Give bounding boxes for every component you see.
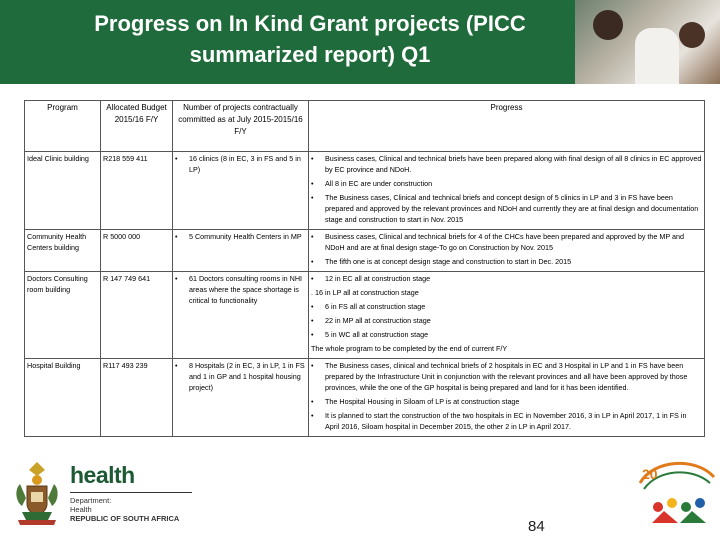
- bullet-icon: •: [311, 397, 314, 406]
- header-progress: Progress: [309, 101, 705, 152]
- budget-cell: R 147 749 641: [101, 272, 173, 359]
- dept-line-1: Department:: [70, 496, 112, 505]
- progress-item: [311, 287, 702, 298]
- bullet-icon: •: [311, 232, 314, 241]
- header-photo: [575, 0, 720, 84]
- projects-text: 5 Community Health Centers in MP: [189, 232, 302, 241]
- bullet-icon: •: [311, 361, 314, 370]
- progress-item: [311, 273, 702, 284]
- budget-cell: R218 559 411: [101, 152, 173, 230]
- photo-figure: [593, 10, 623, 40]
- progress-text: 22 in MP all at construction stage: [325, 316, 431, 325]
- progress-text: All 8 in EC are under construction: [325, 179, 433, 188]
- progress-text: The Business cases, Clinical and technical briefs and concept design of 5 clinics in LP and 3 in FS have been prepared and approved by the relevant provinces and NDoH and currently they are at final design and documentation stage and construction to start in Nov. 2015: [325, 193, 699, 224]
- photo-figure: [635, 28, 679, 84]
- program-cell: Hospital Building: [25, 359, 101, 437]
- health-logo: [8, 458, 194, 528]
- progress-text: It is planned to start the construction of the two hospitals in EC in November 2016, 3 in LP in April 2017, 1 in FS in April 2016, Siloam hospital in December 2015, the other 2 in LP in April 2017.: [325, 411, 687, 431]
- coat-of-arms-icon: [8, 458, 66, 528]
- header-projects: Number of projects contractually committed as at July 2015-2015/16 F/Y: [173, 101, 309, 152]
- bullet-icon: •: [311, 154, 314, 163]
- projects-cell: [173, 152, 309, 230]
- table-row: [25, 272, 705, 359]
- progress-cell: [309, 152, 705, 230]
- header-budget: Allocated Budget 2015/16 F/Y: [101, 101, 173, 152]
- progress-item: [311, 153, 702, 175]
- progress-item: [311, 231, 702, 253]
- bullet-icon: •: [175, 232, 178, 241]
- progress-item: [311, 192, 702, 225]
- projects-text: 16 clinics (8 in EC, 3 in FS and 5 in LP): [189, 154, 301, 174]
- bullet-icon: •: [311, 193, 314, 202]
- projects-text: 8 Hospitals (2 in EC, 3 in LP, 1 in FS and 1 in GP and 1 hospital housing project): [189, 361, 305, 392]
- bullet-icon: •: [311, 330, 314, 339]
- progress-item: [311, 396, 702, 407]
- svg-text:20: 20: [642, 466, 658, 482]
- progress-item: [311, 343, 702, 354]
- bullet-icon: •: [175, 274, 178, 283]
- progress-item: [311, 178, 702, 189]
- title-bar: [0, 0, 720, 84]
- title-line-2: summarized report) Q1: [189, 42, 431, 67]
- bullet-icon: •: [175, 361, 178, 370]
- progress-item: [311, 315, 702, 326]
- projects-cell: [173, 359, 309, 437]
- progress-text: The Hospital Housing in Siloam of LP is at construction stage: [325, 397, 520, 406]
- progress-cell: [309, 230, 705, 272]
- photo-figure: [679, 22, 705, 48]
- projects-cell: [173, 230, 309, 272]
- progress-text: Business cases, Clinical and technical briefs have been prepared along with final design of all 8 clinics in EC approved by EC province and NDoH.: [325, 154, 702, 174]
- header-program: Program: [25, 101, 101, 152]
- page-number: 84: [528, 518, 545, 535]
- table-row: [25, 230, 705, 272]
- table-row: [25, 359, 705, 437]
- title-line-1: Progress on In Kind Grant projects (PICC: [94, 11, 526, 36]
- projects-text: 61 Doctors consulting rooms in NHI areas where the space shortage is critical to functionality: [189, 274, 303, 305]
- progress-cell: [309, 359, 705, 437]
- progress-item: [311, 256, 702, 267]
- budget-cell: R 5000 000: [101, 230, 173, 272]
- table-body: [25, 152, 705, 437]
- program-cell: Ideal Clinic building: [25, 152, 101, 230]
- progress-text: 12 in EC all at construction stage: [325, 274, 431, 283]
- progress-text: Business cases, Clinical and technical briefs for 4 of the CHCs have been prepared and approved by the MP and NDoH and are at final design stage-To go on Construction by Nov. 2015: [325, 232, 685, 252]
- progress-table: [24, 100, 705, 437]
- progress-item: [311, 360, 702, 393]
- progress-text: 5 in WC all at construction stage: [325, 330, 429, 339]
- progress-item: [311, 410, 702, 432]
- progress-cell: [309, 272, 705, 359]
- budget-cell: R117 493 239: [101, 359, 173, 437]
- health-wordmark: health: [70, 462, 135, 488]
- projects-cell: [173, 272, 309, 359]
- progress-text: The whole program to be completed by the end of current F/Y: [311, 344, 508, 353]
- bullet-icon: •: [175, 154, 178, 163]
- progress-text: 6 in FS all at construction stage: [325, 302, 426, 311]
- bullet-icon: •: [311, 411, 314, 420]
- progress-text: . 16 in LP all at construction stage: [311, 288, 419, 297]
- bullet-icon: •: [311, 302, 314, 311]
- bullet-icon: •: [311, 274, 314, 283]
- program-cell: Doctors Consulting room building: [25, 272, 101, 359]
- slide-title: [30, 8, 590, 70]
- bullet-icon: •: [311, 316, 314, 325]
- program-cell: Community Health Centers building: [25, 230, 101, 272]
- dept-line-2: Health: [70, 505, 92, 514]
- progress-text: The Business cases, clinical and technical briefs of 2 hospitals in EC and 3 Hospital in LP and 1 in FS have been prepared by the Infrastructure Unit in conjunction with the relevant provinces and all have been approved by those provinces, while the one of the GP hospital is being prepared and land for it has been identified.: [325, 361, 688, 392]
- table-header-row: [25, 101, 705, 152]
- logo-divider: [70, 492, 192, 493]
- progress-item: [311, 301, 702, 312]
- bullet-icon: •: [311, 179, 314, 188]
- dept-line-3: REPUBLIC OF SOUTH AFRICA: [70, 514, 180, 523]
- progress-item: [311, 329, 702, 340]
- bullet-icon: •: [311, 257, 314, 266]
- progress-text: The fifth one is at concept design stage and construction to start in Dec. 2015: [325, 257, 572, 266]
- table-row: [25, 152, 705, 230]
- twenty-years-freedom-logo: [634, 453, 718, 525]
- department-text: [70, 496, 179, 523]
